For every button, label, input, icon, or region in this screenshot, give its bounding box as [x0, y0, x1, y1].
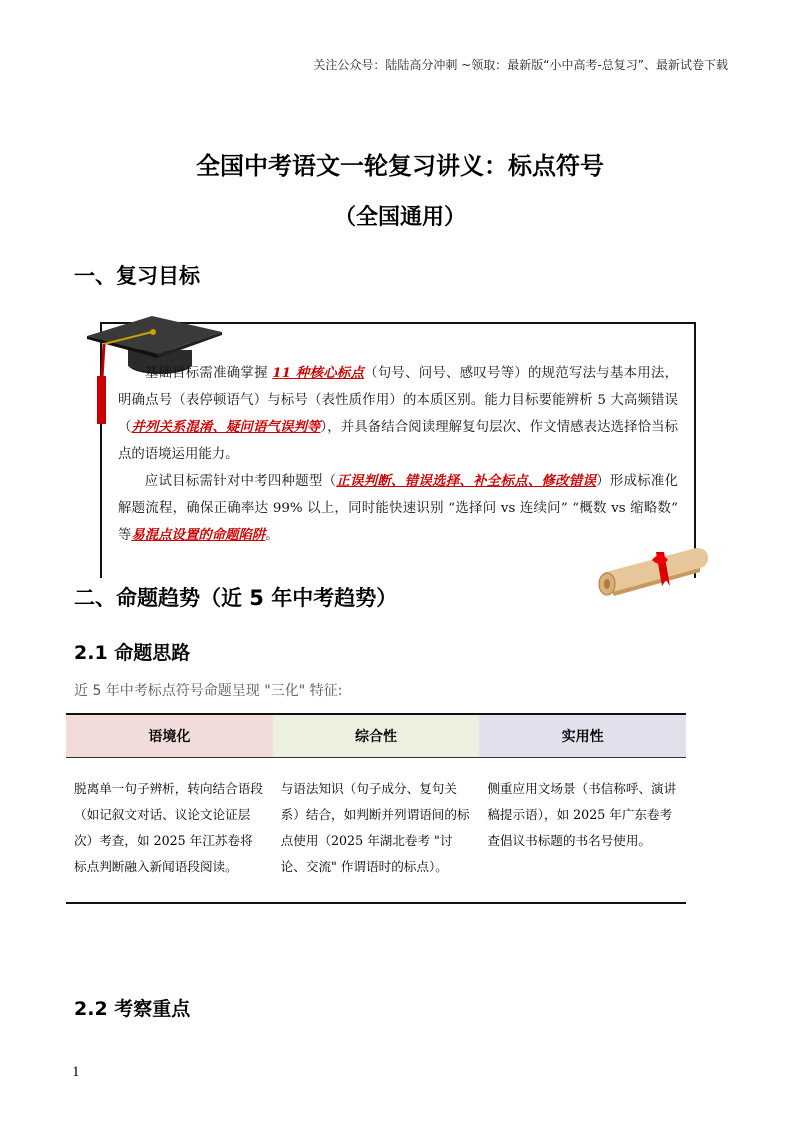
header-note: 关注公众号：陆陆高分冲刺 ~领取：最新版“小中高考-总复习”、最新试卷下载 [313, 58, 728, 72]
goal-paragraph-2: 应试目标需针对中考四种题型（正误判断、错误选择、补全标点、修改错误）形成标准化解题流程，确保正确率达 99% 以上，同时能快速识别 “选择问 vs 连续问” “概数 vs 缩略数” 等易混点设置的命题陷阱。 [118, 473, 679, 543]
goal-text [118, 360, 678, 549]
section2-heading: 二、命题趋势（近 5 年中考趋势） [74, 586, 398, 610]
document-subtitle: （全国通用） [333, 205, 466, 230]
table-header-cell: 实用性 [479, 714, 686, 758]
table-header-cell: 综合性 [273, 714, 480, 758]
trend-table [66, 713, 686, 904]
subsection-2-1-heading: 2.1 命题思路 [74, 642, 191, 664]
table-cell: 与语法知识（句子成分、复句关系）结合，如判断并列谓语间的标点使用（2025 年湖北卷考 "讨论、交流" 作谓语时的标点）。 [273, 758, 480, 904]
page-number: 1 [72, 1064, 80, 1080]
table-header-cell: 语境化 [66, 714, 273, 758]
section1-heading: 一、复习目标 [74, 264, 200, 288]
subsection-2-2-heading: 2.2 考察重点 [74, 998, 191, 1020]
table-cell: 侧重应用文场景（书信称呼、演讲稿提示语），如 2025 年广东卷考查倡议书标题的书名号使用。 [479, 758, 686, 904]
goal-paragraph-1: 基础目标需准确掌握 11 种核心标点（句号、问号、感叹号等）的规范写法与基本用法，明确点号（表停顿语气）与标号（表性质作用）的本质区别。能力目标要能辨析 5 大高频错误（并列关系混淆、疑问语气误判等），并具备结合阅读理解复句层次、作文情感表达选择恰当标点的语境运用能力。 [118, 365, 678, 462]
document-title: 全国中考语文一轮复习讲义：标点符号 [196, 152, 604, 180]
table-header-row [66, 714, 686, 758]
table-row [66, 758, 686, 904]
table-cell: 脱离单一句子辨析，转向结合语段（如记叙文对话、议论文论证层次）考查，如 2025 年江苏卷将标点判断融入新闻语段阅读。 [66, 758, 273, 904]
trend-intro: 近 5 年中考标点符号命题呈现 "三化" 特征: [74, 683, 343, 699]
diploma-scroll-icon [596, 542, 714, 602]
